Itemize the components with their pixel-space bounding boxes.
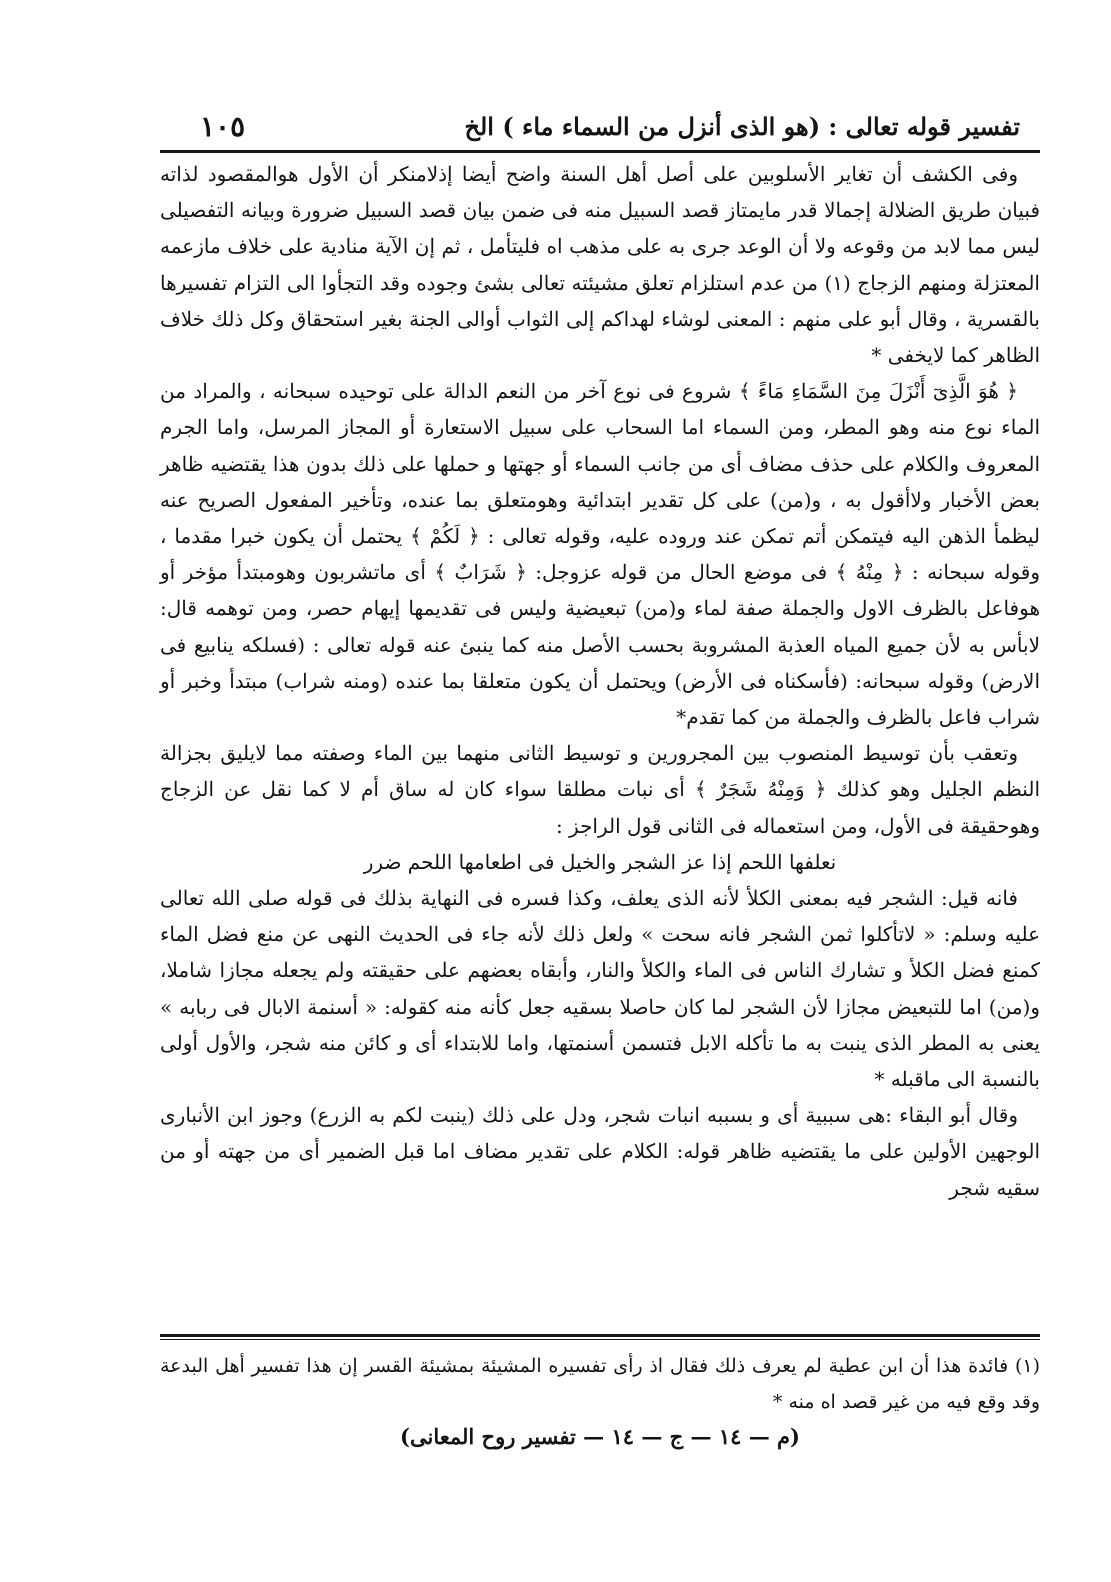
- paragraph: فانه قيل: الشجر فيه بمعنى الكلأ لأنه الذى يعلف، وكذا فسره فى النهاية بذلك فى قوله صلى الله تعالى عليه وسلم: « لاتأكلوا ثمن الشجر فانه سحت » ولعل ذلك لأنه جاء فى الحديث النهى عن منع فضل الماء كمنع فضل الكلأ و تشارك الناس فى الماء والكلأ والنار، وأبقاه بعضهم على حقيقته ولم يجعله مجازا شاملا، و(من) اما للتبعيض مجازا لأن الشجر لما كان حاصلا بسقيه جعل كأنه منه كقوله: « أسنمة الابال فى ربابه » يعنى به المطر الذى ينبت به ما تأكله الابل فتسمن أسنمتها، واما للابتداء أى و كائن منه شجر، والأول أولى بالنسبة الى ماقبله *: [160, 886, 1040, 1092]
- paragraph: وقال أبو البقاء :هى سببية أى و بسببه انبات شجر، ودل على ذلك (ينبت لكم به الزرع) وجوز ابن الأنبارى الوجهين الأولين على ما يقتضيه ظاهر قوله: الكلام على تقدير مضاف اما قبل الضمير أى من جهته أو من سقيه شجر: [160, 1103, 1040, 1200]
- footnote-rule-thin: [160, 1339, 1040, 1340]
- paragraph: وتعقب بأن توسيط المنصوب بين المجرورين و توسيط الثانى منهما بين الماء وصفته مما لايليق بجزالة النظم الجليل وهو كذلك ﴿ وَمِنْهُ شَجَرٌ ﴾ أى نبات مطلقا سواء كان له ساق أم لا كما نقل عن الزجاج وهوحقيقة فى الأول، ومن استعماله فى الثانى قول الراجز :: [160, 741, 1040, 838]
- poetry-verse: نعلفها اللحم إذا عز الشجر والخيل فى اطعامها اللحم ضرر: [363, 849, 837, 874]
- page-number: ١٠٥: [200, 109, 246, 143]
- footnote-rule: [160, 1334, 1040, 1337]
- paragraph: وفى الكشف أن تغاير الأسلوبين على أصل أهل السنة واضح أيضا إذلامنكر أن الأول هوالمقصود لذاته فبيان طريق الضلالة إجمالا قدر مايمتاز قصد السبيل منه فى ضمن بيان قصد السبيل ضرورة وبيانه التفصيلى ليس مما لابد من وقوعه ولا أن الوعد جرى به على مذهب اه فليتأمل ، ثم إن الآية منادية على خلاف مازعمه المعتزلة ومنهم الزجاج (١) من عدم استلزام تعلق مشيئته تعالى بشئ وجوده وقد التجأوا الى التزام تفسيرها بالقسرية ، وقال أبو على منهم : المعنى لوشاء لهداكم إلى الثواب أوالى الجنة بغير استحقاق وكل ذلك خلاف الظاهر كما لايخفى *: [160, 162, 1040, 368]
- page-header: [160, 104, 1020, 148]
- footnote: [160, 1348, 1040, 1420]
- paragraph: ﴿ هُوَ الَّذِىٓ أَنْزَلَ مِنَ السَّمَاءِ مَاءً ﴾ شروع فى نوع آخر من النعم الدالة على توحيده سبحانه ، والمراد من الماء نوع منه وهو المطر، ومن السماء اما السحاب على سبيل الاستعارة أو المجاز المرسل، واما الجرم المعروف والكلام على حذف مضاف أى من جانب السماء أو جهتها و حملها على ذلك بدون هذا يقتضيه ظاهر بعض الأخبار ولاأقول به ، و(من) على كل تقدير ابتدائية وهومتعلق بما عنده، وتأخير المفعول الصريح عنه ليظمأ الذهن اليه فيتمكن أتم تمكن عند وروده عليه، وقوله تعالى : ﴿ لَكُمْ ﴾ يحتمل أن يكون خبرا مقدما ، وقوله سبحانه : ﴿ مِنْهُ ﴾ فى موضع الحال من قوله عزوجل: ﴿ شَرَابٌ ﴾ أى ماتشربون وهومبتدأ مؤخر أو هوفاعل بالظرف الاول والجملة صفة لماء و(من) تبعيضية وليس فى تقديمها إيهام حصر، ومن توهمه قال: لابأس به لأن جميع المياه العذبة المشروبة بحسب الأصل منه كما ينبئ عنه قوله تعالى : (فسلكه ينابيع فى الارض) وقوله سبحانه: (فأسكناه فى الأرض) ويحتمل أن يكون متعلقا بما عنده (ومنه شراب) مبتدأ وخبر أو شراب فاعل بالظرف والجملة من كما تقدم*: [160, 379, 1040, 730]
- main-text: [160, 156, 1040, 1321]
- running-title: تفسير قوله تعالى : (هو الذى أنزل من السماء ماء ) الخ: [464, 111, 1020, 141]
- footnote-text: (١) فائدة هذا أن ابن عطية لم يعرف ذلك فقال اذ رأى تفسيره المشيئة بمشيئة القسر إن هذا تفسير أهل البدعة وقد وقع فيه من غير قصد اه منه *: [160, 1355, 1040, 1413]
- header-rule: [160, 150, 1040, 153]
- printer-signature: (م — ١٤ — ج — ١٤ — تفسير روح المعانى): [400, 1424, 800, 1449]
